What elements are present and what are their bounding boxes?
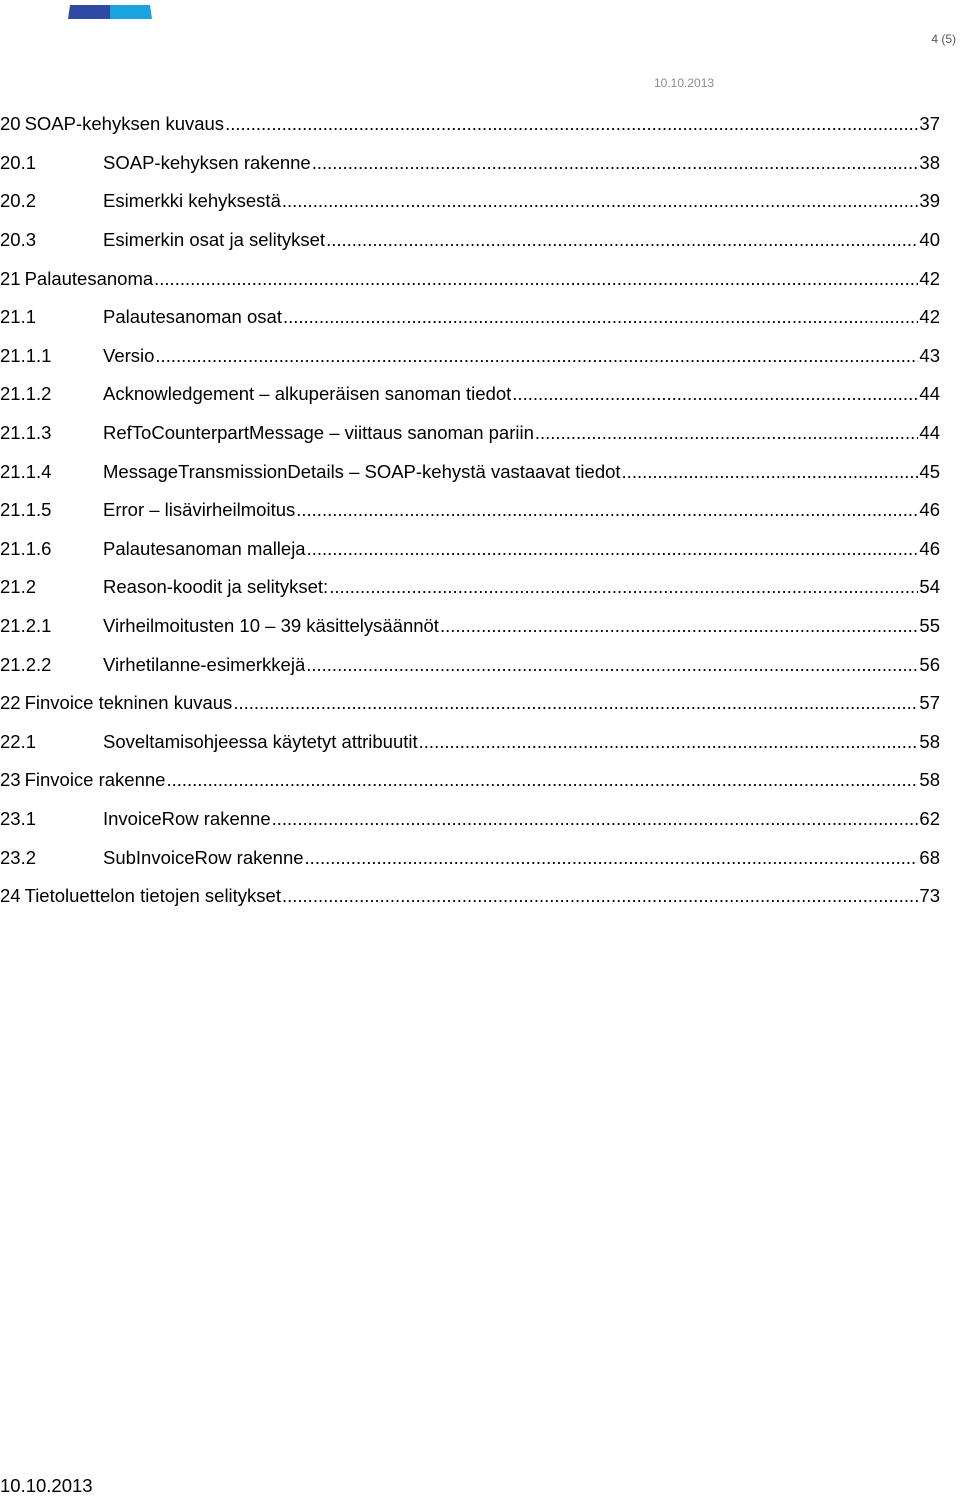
toc-entry-page: 42 — [919, 267, 940, 289]
toc-entry-title: SOAP-kehyksen rakenne — [103, 151, 311, 173]
toc-leader-dots — [233, 692, 918, 714]
toc-entry-title: Soveltamisohjeessa käytetyt attribuutit — [103, 730, 418, 752]
toc-entry[interactable] — [0, 645, 940, 684]
toc-entry[interactable] — [0, 221, 940, 260]
toc-entry-number: 21.1.3 — [0, 422, 52, 444]
toc-leader-dots — [296, 499, 918, 521]
toc-entry-page: 37 — [919, 113, 940, 135]
toc-entry-title: Finvoice rakenne — [24, 769, 166, 791]
toc-leader-dots — [305, 847, 919, 869]
toc-leader-dots — [307, 538, 919, 560]
toc-entry-page: 38 — [919, 151, 940, 173]
toc-entry[interactable] — [0, 684, 940, 723]
toc-entry-title: Virhetilanne-esimerkkejä — [103, 653, 306, 675]
toc-entry-number: 23 — [0, 769, 21, 791]
toc-entry-number: 21.1.6 — [0, 537, 52, 559]
toc-entry-title: Palautesanoman malleja — [103, 537, 306, 559]
toc-leader-dots — [283, 306, 918, 328]
toc-entry-title: Finvoice tekninen kuvaus — [24, 692, 233, 714]
toc-leader-dots — [272, 808, 919, 830]
toc-entry-page: 45 — [919, 460, 940, 482]
toc-entry[interactable] — [0, 491, 940, 530]
toc-entry-page: 58 — [919, 769, 940, 791]
toc-entry[interactable] — [0, 723, 940, 762]
toc-entry-title: SOAP-kehyksen kuvaus — [24, 113, 225, 135]
toc-entry-page: 40 — [919, 229, 940, 251]
toc-entry[interactable] — [0, 337, 940, 376]
toc-entry-page: 56 — [919, 653, 940, 675]
toc-entry[interactable] — [0, 568, 940, 607]
toc-entry-title: Virheilmoitusten 10 – 39 käsittelysäännöt — [103, 615, 439, 637]
toc-leader-dots — [166, 769, 918, 791]
toc-entry-title: Palautesanoman osat — [103, 306, 282, 328]
toc-leader-dots — [155, 345, 918, 367]
toc-entry-title: Esimerkin osat ja selitykset — [103, 229, 326, 251]
toc-leader-dots — [512, 383, 918, 405]
toc-leader-dots — [282, 885, 918, 907]
toc-entry-page: 68 — [919, 846, 940, 868]
toc-entry-number: 21.1.4 — [0, 460, 52, 482]
toc-entry-page: 57 — [919, 692, 940, 714]
toc-entry-title: Acknowledgement – alkuperäisen sanoman tiedot — [103, 383, 512, 405]
toc-entry-page: 39 — [919, 190, 940, 212]
toc-entry-number: 24 — [0, 885, 21, 907]
toc-entry-number: 23.2 — [0, 846, 37, 868]
toc-leader-dots — [306, 654, 918, 676]
toc-leader-dots — [326, 229, 918, 251]
toc-entry[interactable] — [0, 838, 940, 877]
toc-entry-number: 20.3 — [0, 229, 37, 251]
toc-leader-dots — [440, 615, 918, 637]
toc-entry[interactable] — [0, 607, 940, 646]
toc-entry-number: 20 — [0, 113, 21, 135]
toc-leader-dots — [225, 113, 918, 135]
toc-entry[interactable] — [0, 800, 940, 839]
toc-entry[interactable] — [0, 761, 940, 800]
toc-entry-page: 58 — [919, 730, 940, 752]
toc-leader-dots — [312, 152, 919, 174]
footer-date: 10.10.2013 — [0, 1475, 93, 1496]
toc-entry-title: Reason-koodit ja selitykset: — [103, 576, 329, 598]
toc-entry-title: Error – lisävirheilmoitus — [103, 499, 296, 521]
toc-entry-title: Esimerkki kehyksestä — [103, 190, 281, 212]
toc-entry-page: 46 — [919, 499, 940, 521]
toc-entry[interactable] — [0, 259, 940, 298]
toc-entry-title: InvoiceRow rakenne — [103, 807, 271, 829]
toc-entry-page: 55 — [919, 615, 940, 637]
page-number: 4 (5) — [931, 32, 956, 46]
toc-entry-number: 20.2 — [0, 190, 37, 212]
toc-entry-page: 44 — [919, 383, 940, 405]
toc-entry-title: RefToCounterpartMessage – viittaus sanoman pariin — [103, 422, 534, 444]
toc-entry-number: 21.1.5 — [0, 499, 52, 521]
toc-leader-dots — [535, 422, 919, 444]
toc-leader-dots — [419, 731, 919, 753]
toc-entry-number: 21.2.2 — [0, 653, 52, 675]
toc-entry-number: 21.1 — [0, 306, 37, 328]
toc-entry[interactable] — [0, 144, 940, 183]
toc-entry-number: 21.1.1 — [0, 344, 52, 366]
toc-entry[interactable] — [0, 375, 940, 414]
toc-entry-title: Versio — [103, 344, 155, 366]
toc-entry-page: 42 — [919, 306, 940, 328]
toc-leader-dots — [154, 268, 918, 290]
header-date: 10.10.2013 — [654, 76, 715, 90]
toc-entry-number: 20.1 — [0, 151, 37, 173]
toc-entry[interactable] — [0, 414, 940, 453]
brand-logo-icon — [68, 5, 152, 19]
toc-leader-dots — [622, 461, 919, 483]
toc-entry-page: 44 — [919, 422, 940, 444]
toc-entry[interactable] — [0, 530, 940, 569]
toc-entry[interactable] — [0, 182, 940, 221]
toc-entry-title: SubInvoiceRow rakenne — [103, 846, 304, 868]
toc-entry-title: MessageTransmissionDetails – SOAP-kehystä vastaavat tiedot — [103, 460, 621, 482]
toc-entry-page: 73 — [919, 885, 940, 907]
toc-entry-title: Palautesanoma — [24, 267, 154, 289]
toc-entry-page: 54 — [919, 576, 940, 598]
toc-entry-number: 21 — [0, 267, 21, 289]
toc-entry-number: 21.2.1 — [0, 615, 52, 637]
toc-leader-dots — [329, 576, 918, 598]
toc-entry[interactable] — [0, 298, 940, 337]
toc-entry-page: 62 — [919, 807, 940, 829]
toc-entry-number: 23.1 — [0, 807, 37, 829]
toc-entry-number: 22 — [0, 692, 21, 714]
toc-entry-page: 46 — [919, 537, 940, 559]
table-of-contents — [0, 105, 940, 915]
toc-entry[interactable] — [0, 105, 940, 144]
toc-entry-page: 43 — [919, 344, 940, 366]
toc-entry-number: 21.2 — [0, 576, 37, 598]
toc-entry-number: 22.1 — [0, 730, 37, 752]
toc-leader-dots — [282, 190, 919, 212]
toc-entry-number: 21.1.2 — [0, 383, 52, 405]
toc-entry[interactable] — [0, 452, 940, 491]
toc-entry-title: Tietoluettelon tietojen selitykset — [24, 885, 281, 907]
toc-entry[interactable] — [0, 877, 940, 916]
